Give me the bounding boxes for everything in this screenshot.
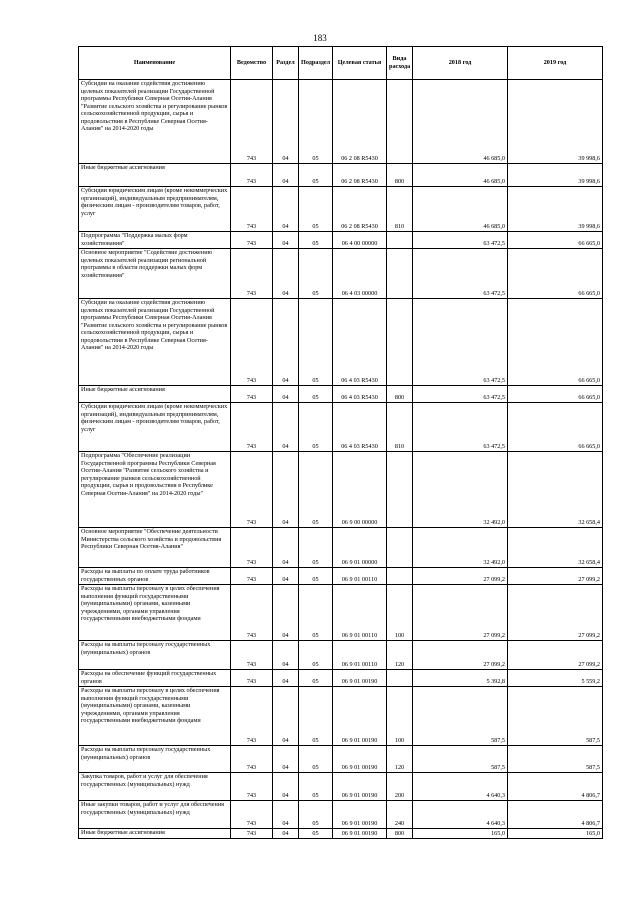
table-header-row — [79, 47, 603, 80]
cell-vedomstvo: 743 — [231, 232, 273, 249]
cell-podrazdel: 05 — [299, 801, 333, 829]
cell-celevaya-statya: 06 4 03 00000 — [333, 249, 387, 299]
cell-name: Расходы на выплаты по оплате труда работников государственных органов — [79, 568, 231, 585]
cell-celevaya-statya: 06 4 03 R5430 — [333, 299, 387, 386]
cell-2018: 46 685,0 — [413, 80, 508, 164]
cell-podrazdel: 05 — [299, 687, 333, 746]
cell-2018: 27 099,2 — [413, 641, 508, 670]
cell-2018: 587,5 — [413, 687, 508, 746]
table-row — [79, 528, 603, 568]
cell-2019: 587,5 — [508, 687, 603, 746]
cell-2018: 63 472,5 — [413, 403, 508, 452]
cell-2019: 66 665,0 — [508, 249, 603, 299]
cell-2018: 46 685,0 — [413, 164, 508, 187]
cell-vid-rashoda — [387, 568, 413, 585]
cell-2019: 39 998,6 — [508, 187, 603, 232]
header-2018: 2018 год — [413, 47, 508, 80]
cell-celevaya-statya: 06 9 01 00000 — [333, 528, 387, 568]
cell-podrazdel: 05 — [299, 528, 333, 568]
cell-vedomstvo: 743 — [231, 829, 273, 839]
table-row — [79, 299, 603, 386]
cell-vid-rashoda: 800 — [387, 829, 413, 839]
cell-razdel: 04 — [273, 249, 299, 299]
page-number: 183 — [313, 33, 327, 43]
cell-vedomstvo: 743 — [231, 187, 273, 232]
cell-2019: 66 665,0 — [508, 232, 603, 249]
cell-vid-rashoda: 100 — [387, 687, 413, 746]
cell-razdel: 04 — [273, 746, 299, 773]
cell-celevaya-statya: 06 9 01 00190 — [333, 829, 387, 839]
cell-name: Подпрограмма "Обеспечение реализации Государственной программы Республики Северная Осетия-Алания "Развитие сельского хозяйства и регулирование рынков сельскохозяйственной продукции, сырья и продовольствия в Республике Северная Осетия-Алания" на 2014-2020 годы" — [79, 452, 231, 528]
cell-celevaya-statya: 06 4 00 00000 — [333, 232, 387, 249]
cell-2019: 165,0 — [508, 829, 603, 839]
table-row — [79, 568, 603, 585]
cell-razdel: 04 — [273, 568, 299, 585]
cell-podrazdel: 05 — [299, 299, 333, 386]
cell-celevaya-statya: 06 9 00 00000 — [333, 452, 387, 528]
table-row — [79, 585, 603, 641]
cell-celevaya-statya: 06 9 01 00190 — [333, 687, 387, 746]
cell-vedomstvo: 743 — [231, 403, 273, 452]
table-row — [79, 80, 603, 164]
table-row — [79, 670, 603, 687]
cell-vid-rashoda: 200 — [387, 773, 413, 801]
table-row — [79, 687, 603, 746]
cell-vedomstvo: 743 — [231, 164, 273, 187]
header-name: Наименование — [79, 47, 231, 80]
cell-2019: 4 806,7 — [508, 801, 603, 829]
cell-podrazdel: 05 — [299, 746, 333, 773]
cell-2019: 66 665,0 — [508, 403, 603, 452]
cell-podrazdel: 05 — [299, 670, 333, 687]
cell-vid-rashoda: 800 — [387, 386, 413, 403]
cell-vid-rashoda: 120 — [387, 746, 413, 773]
cell-name: Расходы на обеспечение функций государственных органов — [79, 670, 231, 687]
cell-celevaya-statya: 06 2 08 R5430 — [333, 80, 387, 164]
cell-name: Субсидии юридическим лицам (кроме некоммерческих организаций), индивидуальным предпринимателям, физическим лицам - производителям товаров, работ, услуг — [79, 403, 231, 452]
header-podrazdel: Подраздел — [299, 47, 333, 80]
cell-2019: 27 099,2 — [508, 585, 603, 641]
cell-razdel: 04 — [273, 829, 299, 839]
cell-vid-rashoda — [387, 452, 413, 528]
cell-2019: 27 099,2 — [508, 568, 603, 585]
cell-name: Иные бюджетные ассигнования — [79, 164, 231, 187]
cell-razdel: 04 — [273, 403, 299, 452]
cell-name: Расходы на выплаты персоналу государственных (муниципальных) органов — [79, 746, 231, 773]
cell-vid-rashoda: 100 — [387, 585, 413, 641]
cell-podrazdel: 05 — [299, 829, 333, 839]
cell-razdel: 04 — [273, 773, 299, 801]
cell-name: Основное мероприятие "Обеспечение деятельности Министерства сельского хозяйства и продовольствия Республики Северная Осетия-Алания" — [79, 528, 231, 568]
cell-podrazdel: 05 — [299, 187, 333, 232]
cell-name: Иные закупки товаров, работ и услуг для обеспечения государственных (муниципальных) нужд — [79, 801, 231, 829]
cell-2018: 4 640,3 — [413, 773, 508, 801]
cell-celevaya-statya: 06 9 01 00190 — [333, 801, 387, 829]
cell-celevaya-statya: 06 9 01 00190 — [333, 746, 387, 773]
cell-vid-rashoda: 120 — [387, 641, 413, 670]
cell-razdel: 04 — [273, 187, 299, 232]
cell-podrazdel: 05 — [299, 585, 333, 641]
cell-2019: 27 099,2 — [508, 641, 603, 670]
table-row — [79, 232, 603, 249]
cell-2019: 32 658,4 — [508, 452, 603, 528]
cell-razdel: 04 — [273, 299, 299, 386]
cell-podrazdel: 05 — [299, 249, 333, 299]
cell-name: Подпрограмма "Поддержка малых форм хозяйствования" — [79, 232, 231, 249]
cell-2018: 63 472,5 — [413, 232, 508, 249]
cell-2018: 27 099,2 — [413, 568, 508, 585]
cell-vedomstvo: 743 — [231, 249, 273, 299]
cell-razdel: 04 — [273, 687, 299, 746]
cell-name: Расходы на выплаты персоналу в целях обеспечения выполнения функций государственными (муниципальными) органами, казенными учреждениями, органами управления государственными внебюджетными фондами — [79, 687, 231, 746]
cell-podrazdel: 05 — [299, 80, 333, 164]
cell-2018: 63 472,5 — [413, 386, 508, 403]
cell-vid-rashoda — [387, 670, 413, 687]
header-vedomstvo: Ведомство — [231, 47, 273, 80]
cell-razdel: 04 — [273, 801, 299, 829]
cell-podrazdel: 05 — [299, 452, 333, 528]
cell-vedomstvo: 743 — [231, 801, 273, 829]
cell-2019: 587,5 — [508, 746, 603, 773]
cell-2019: 66 665,0 — [508, 299, 603, 386]
cell-2018: 165,0 — [413, 829, 508, 839]
cell-razdel: 04 — [273, 585, 299, 641]
table-row — [79, 187, 603, 232]
cell-celevaya-statya: 06 2 08 R5430 — [333, 187, 387, 232]
cell-vedomstvo: 743 — [231, 299, 273, 386]
cell-2019: 4 806,7 — [508, 773, 603, 801]
cell-2018: 587,5 — [413, 746, 508, 773]
cell-vid-rashoda: 800 — [387, 164, 413, 187]
cell-vedomstvo: 743 — [231, 746, 273, 773]
cell-podrazdel: 05 — [299, 386, 333, 403]
cell-2018: 4 640,3 — [413, 801, 508, 829]
cell-name: Субсидии юридическим лицам (кроме некоммерческих организаций), индивидуальным предпринимателям, физическим лицам - производителям товаров, работ, услуг — [79, 187, 231, 232]
table-row — [79, 829, 603, 839]
header-vid-rashoda: Вида расхода — [387, 47, 413, 80]
cell-vedomstvo: 743 — [231, 528, 273, 568]
table-row — [79, 773, 603, 801]
cell-podrazdel: 05 — [299, 641, 333, 670]
cell-razdel: 04 — [273, 670, 299, 687]
budget-table — [78, 46, 603, 839]
cell-2018: 46 685,0 — [413, 187, 508, 232]
cell-name: Иные бюджетные ассигнования — [79, 386, 231, 403]
cell-2019: 5 559,2 — [508, 670, 603, 687]
cell-2018: 5 392,8 — [413, 670, 508, 687]
header-razdel: Раздел — [273, 47, 299, 80]
cell-razdel: 04 — [273, 452, 299, 528]
cell-razdel: 04 — [273, 80, 299, 164]
table-row — [79, 386, 603, 403]
header-2019: 2019 год — [508, 47, 603, 80]
cell-name: Иные бюджетные ассигнования — [79, 829, 231, 839]
cell-2018: 32 492,0 — [413, 452, 508, 528]
cell-vedomstvo: 743 — [231, 585, 273, 641]
cell-vid-rashoda: 810 — [387, 403, 413, 452]
cell-celevaya-statya: 06 9 01 00190 — [333, 773, 387, 801]
cell-razdel: 04 — [273, 528, 299, 568]
cell-vid-rashoda — [387, 528, 413, 568]
cell-vedomstvo: 743 — [231, 568, 273, 585]
cell-celevaya-statya: 06 9 01 00110 — [333, 585, 387, 641]
cell-celevaya-statya: 06 2 08 R5430 — [333, 164, 387, 187]
cell-podrazdel: 05 — [299, 164, 333, 187]
cell-celevaya-statya: 06 9 01 00110 — [333, 641, 387, 670]
cell-name: Основное мероприятие "Содействие достижению целевых показателей реализации региональной программы в области поддержки малых форм хозяйствования" — [79, 249, 231, 299]
cell-vid-rashoda: 810 — [387, 187, 413, 232]
table-row — [79, 164, 603, 187]
cell-2019: 39 998,6 — [508, 80, 603, 164]
cell-celevaya-statya: 06 4 03 R5430 — [333, 403, 387, 452]
cell-vid-rashoda — [387, 299, 413, 386]
cell-name: Субсидии на оказание содействия достижению целевых показателей реализации Государственной программы Республики Северная Осетия-Алания "Развитие сельского хозяйства и регулирование рынков сельскохозяйственной продукции, сырья и продовольствия в Республике Северная Осетия-Алания" на 2014-2020 годы — [79, 299, 231, 386]
cell-podrazdel: 05 — [299, 568, 333, 585]
cell-celevaya-statya: 06 9 01 00190 — [333, 670, 387, 687]
cell-vedomstvo: 743 — [231, 386, 273, 403]
cell-2018: 27 099,2 — [413, 585, 508, 641]
table-row — [79, 801, 603, 829]
cell-2018: 63 472,5 — [413, 299, 508, 386]
cell-razdel: 04 — [273, 386, 299, 403]
cell-razdel: 04 — [273, 232, 299, 249]
cell-vid-rashoda: 240 — [387, 801, 413, 829]
cell-2018: 32 492,0 — [413, 528, 508, 568]
cell-vedomstvo: 743 — [231, 773, 273, 801]
cell-name: Расходы на выплаты персоналу в целях обеспечения выполнения функций государственными (муниципальными) органами, казенными учреждениями, органами управления государственными внебюджетными фондами — [79, 585, 231, 641]
table-row — [79, 452, 603, 528]
cell-name: Расходы на выплаты персоналу государственных (муниципальных) органов — [79, 641, 231, 670]
cell-podrazdel: 05 — [299, 232, 333, 249]
cell-vid-rashoda — [387, 232, 413, 249]
cell-podrazdel: 05 — [299, 403, 333, 452]
cell-podrazdel: 05 — [299, 773, 333, 801]
cell-name: Субсидии на оказание содействия достижению целевых показателей реализации Государственной программы Республики Северная Осетия-Алания "Развитие сельского хозяйства и регулирование рынков сельскохозяйственной продукции, сырья и продовольствия в Республике Северная Осетия-Алания" на 2014-2020 годы — [79, 80, 231, 164]
cell-name: Закупка товаров, работ и услуг для обеспечения государственных (муниципальных) нужд — [79, 773, 231, 801]
header-celevaya-statya: Целевая статья — [333, 47, 387, 80]
table-row — [79, 249, 603, 299]
table-row — [79, 403, 603, 452]
cell-2019: 39 998,6 — [508, 164, 603, 187]
table-row — [79, 641, 603, 670]
cell-vedomstvo: 743 — [231, 670, 273, 687]
cell-vid-rashoda — [387, 80, 413, 164]
cell-2018: 63 472,5 — [413, 249, 508, 299]
cell-2019: 32 658,4 — [508, 528, 603, 568]
table-row — [79, 746, 603, 773]
cell-vedomstvo: 743 — [231, 80, 273, 164]
cell-razdel: 04 — [273, 164, 299, 187]
cell-vedomstvo: 743 — [231, 641, 273, 670]
cell-razdel: 04 — [273, 641, 299, 670]
cell-vid-rashoda — [387, 249, 413, 299]
cell-celevaya-statya: 06 9 01 00110 — [333, 568, 387, 585]
cell-celevaya-statya: 06 4 03 R5430 — [333, 386, 387, 403]
cell-2019: 66 665,0 — [508, 386, 603, 403]
cell-vedomstvo: 743 — [231, 452, 273, 528]
cell-vedomstvo: 743 — [231, 687, 273, 746]
